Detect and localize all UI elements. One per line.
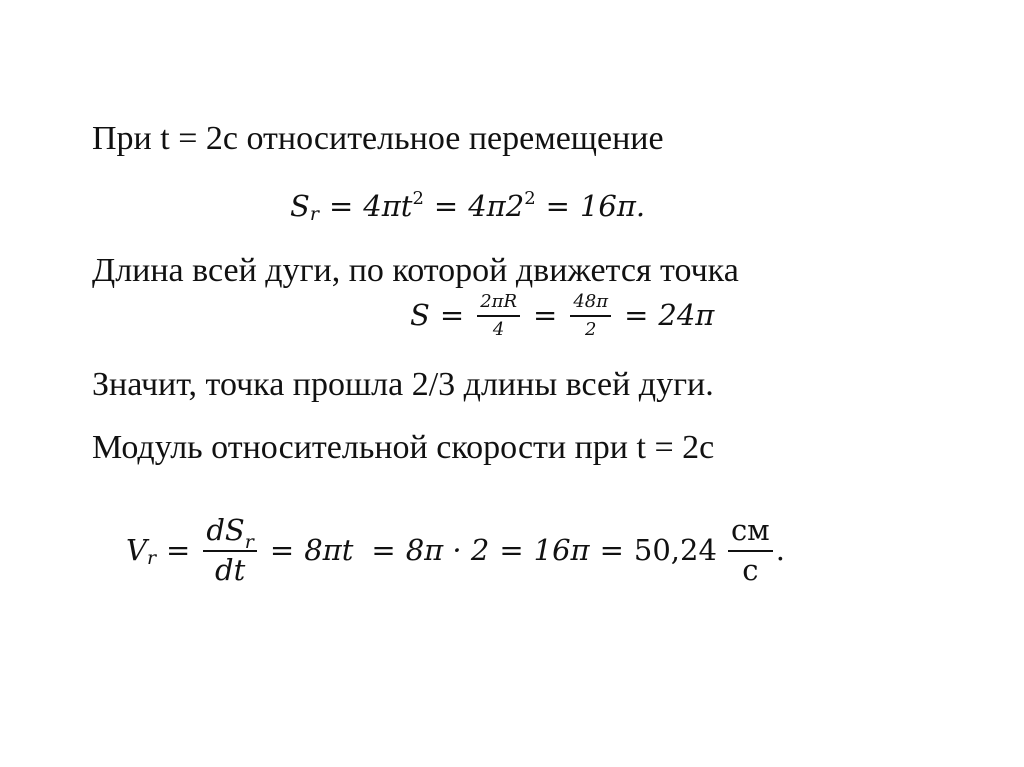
eq1-term2-exp: 2 <box>524 188 536 209</box>
eq2-result: 24π <box>658 298 715 333</box>
eq3-unit-num: см <box>730 513 770 547</box>
eq3-term2: 8π · 2 <box>405 533 490 568</box>
equation-relative-velocity: V $_r$ = $\frac{dS_r}{dt}$ = 8πt = 8π · 2 = 16π = 50,24 $\frac{см}{с}$ . <box>126 513 785 587</box>
eq2-frac2-den: 2 <box>584 318 597 340</box>
eq3-term1: 8πt <box>304 533 354 568</box>
eq3-value: 50,24 <box>633 533 717 568</box>
eq1-term1-exp: 2 <box>412 188 424 209</box>
eq2-frac2-num: 48π <box>573 291 609 312</box>
text-line-arc-length: Длина всей дуги, по которой движется точка <box>92 252 739 289</box>
eq1-lhs-sub: r <box>309 203 319 225</box>
eq3-unit-den: с <box>742 552 759 587</box>
text-line-relative-velocity: Модуль относительной скорости при t = 2с <box>92 429 715 466</box>
eq3-frac-num-var: dS <box>206 513 245 547</box>
eq2-frac1-den: 4 <box>492 318 505 340</box>
eq3-lhs-sub: r <box>146 547 157 570</box>
eq3-frac-den: dt <box>215 552 246 587</box>
text-line-relative-displacement: При t = 2с относительное перемещение <box>92 120 664 157</box>
eq3-frac-num-sub: r <box>244 531 254 553</box>
text-line-conclusion: Значит, точка прошла 2/3 длины всей дуги. <box>92 366 714 403</box>
eq3-term3: 16π <box>533 533 590 568</box>
equation-relative-displacement: S $_r$ = $4\pi t^2$ = $4\pi 2^2$ = 16π. <box>290 188 646 225</box>
eq2-lhs: S <box>410 298 430 333</box>
eq2-fraction-2 <box>570 292 611 340</box>
eq1-result: 16π. <box>579 189 646 223</box>
eq3-tail: . <box>775 533 785 568</box>
eq2-fraction-1 <box>477 292 520 340</box>
eq3-lhs-var: V <box>126 533 147 568</box>
eq3-unit-fraction <box>728 515 773 587</box>
eq3-derivative-fraction <box>203 515 257 587</box>
eq2-frac1-num: 2πR <box>480 291 518 312</box>
eq1-lhs-var: S <box>290 189 310 223</box>
eq1-term1: 4πt <box>363 189 413 223</box>
eq1-term2: 4π2 <box>468 189 525 223</box>
equation-arc-length: S = $\frac{2\pi R}{4}$ = $\frac{48\pi}{2}$ = 24π <box>410 291 715 340</box>
